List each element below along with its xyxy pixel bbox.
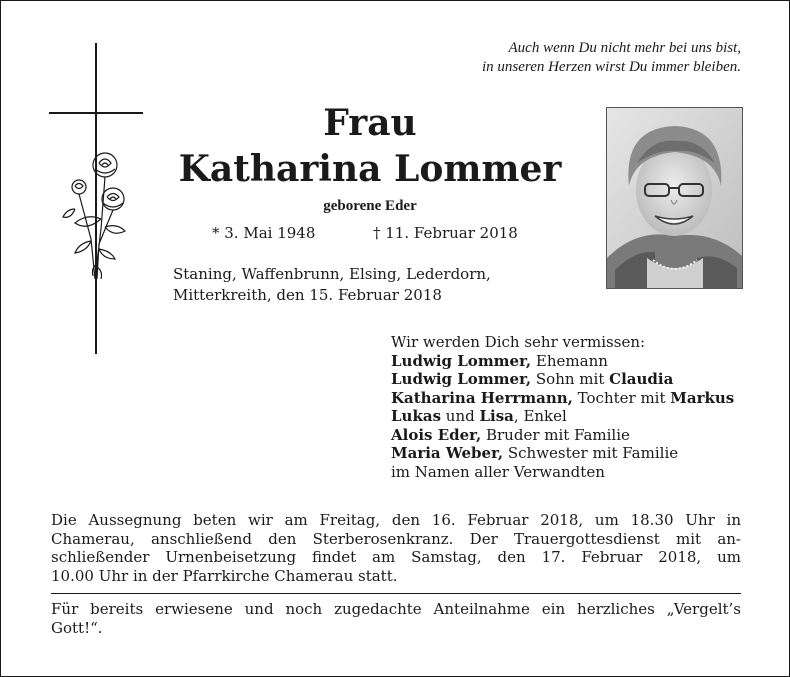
- maiden-name: geborene Eder: [323, 198, 417, 214]
- list-item: [391, 407, 734, 426]
- roses-icon: [61, 149, 133, 284]
- list-item: [391, 389, 734, 408]
- place-date: [173, 264, 491, 306]
- place-line: Staning, Waffenbrunn, Elsing, Lederdorn,: [173, 265, 491, 283]
- service-line: Chamerau, anschließend den Sterberosenkranz. Der Trauergottesdienst mit an-: [51, 529, 741, 548]
- list-item: [391, 426, 734, 445]
- mourners-intro: Wir werden Dich sehr vermissen:: [391, 333, 646, 351]
- service-line: 10.00 Uhr in der Pfarrkirche Chamerau statt.: [51, 566, 398, 585]
- place-line: Mitterkreith, den 15. Februar 2018: [173, 286, 442, 304]
- mourner-relation: , Enkel: [513, 407, 567, 425]
- service-line: schließender Urnenbeisetzung findet am Samstag, den 17. Februar 2018, um: [51, 548, 741, 567]
- salutation: Frau: [323, 102, 417, 144]
- mourner-name: Katharina Herrmann,: [391, 388, 573, 407]
- cross-icon-bar: [49, 112, 143, 114]
- mourner-relation: Tochter mit: [572, 388, 671, 407]
- quote-line: Auch wenn Du nicht mehr bei uns bist,: [508, 40, 741, 56]
- mourner-name: Ludwig Lommer,: [391, 370, 532, 388]
- mourner-name: Maria Weber,: [391, 444, 504, 462]
- mourners-closing: im Namen aller Verwandten: [391, 462, 605, 481]
- mourner-relation: Schwester mit Familie: [503, 444, 679, 462]
- birth-date: * 3. Mai 1948: [212, 224, 316, 242]
- thanks-line: Gott!“.: [51, 618, 103, 637]
- thanks-paragraph: [51, 600, 741, 637]
- mourner-name: Lukas: [391, 407, 442, 425]
- quote-line: in unseren Herzen wirst Du immer bleiben.: [482, 59, 741, 75]
- mourner-relation: und: [441, 407, 480, 425]
- mourners-list: [391, 333, 734, 481]
- memorial-quote: [391, 39, 741, 77]
- mourner-relation: Sohn mit: [531, 370, 610, 388]
- thanks-line: Für bereits erwiesene und noch zugedachte Anteilnahme ein herzliches „Vergelt’s: [51, 600, 741, 618]
- death-date: † 11. Februar 2018: [373, 224, 518, 242]
- mourner-relation: Ehemann: [531, 351, 608, 370]
- list-item: [391, 352, 734, 371]
- divider: [51, 593, 741, 594]
- mourner-partner: Claudia: [609, 370, 674, 388]
- mourner-name: Ludwig Lommer,: [391, 351, 532, 370]
- service-paragraph: [51, 511, 741, 585]
- mourner-partner: Lisa: [479, 407, 514, 425]
- mourner-name: Alois Eder,: [391, 425, 482, 444]
- mourner-relation: Bruder mit Familie: [481, 425, 630, 444]
- list-item: [391, 444, 734, 463]
- mourner-partner: Markus: [670, 388, 735, 407]
- portrait-photo: [606, 107, 743, 289]
- deceased-name: Katharina Lommer: [178, 148, 562, 190]
- service-line: Die Aussegnung beten wir am Freitag, den 16. Februar 2018, um 18.30 Uhr in: [51, 511, 741, 529]
- list-item: [391, 370, 734, 389]
